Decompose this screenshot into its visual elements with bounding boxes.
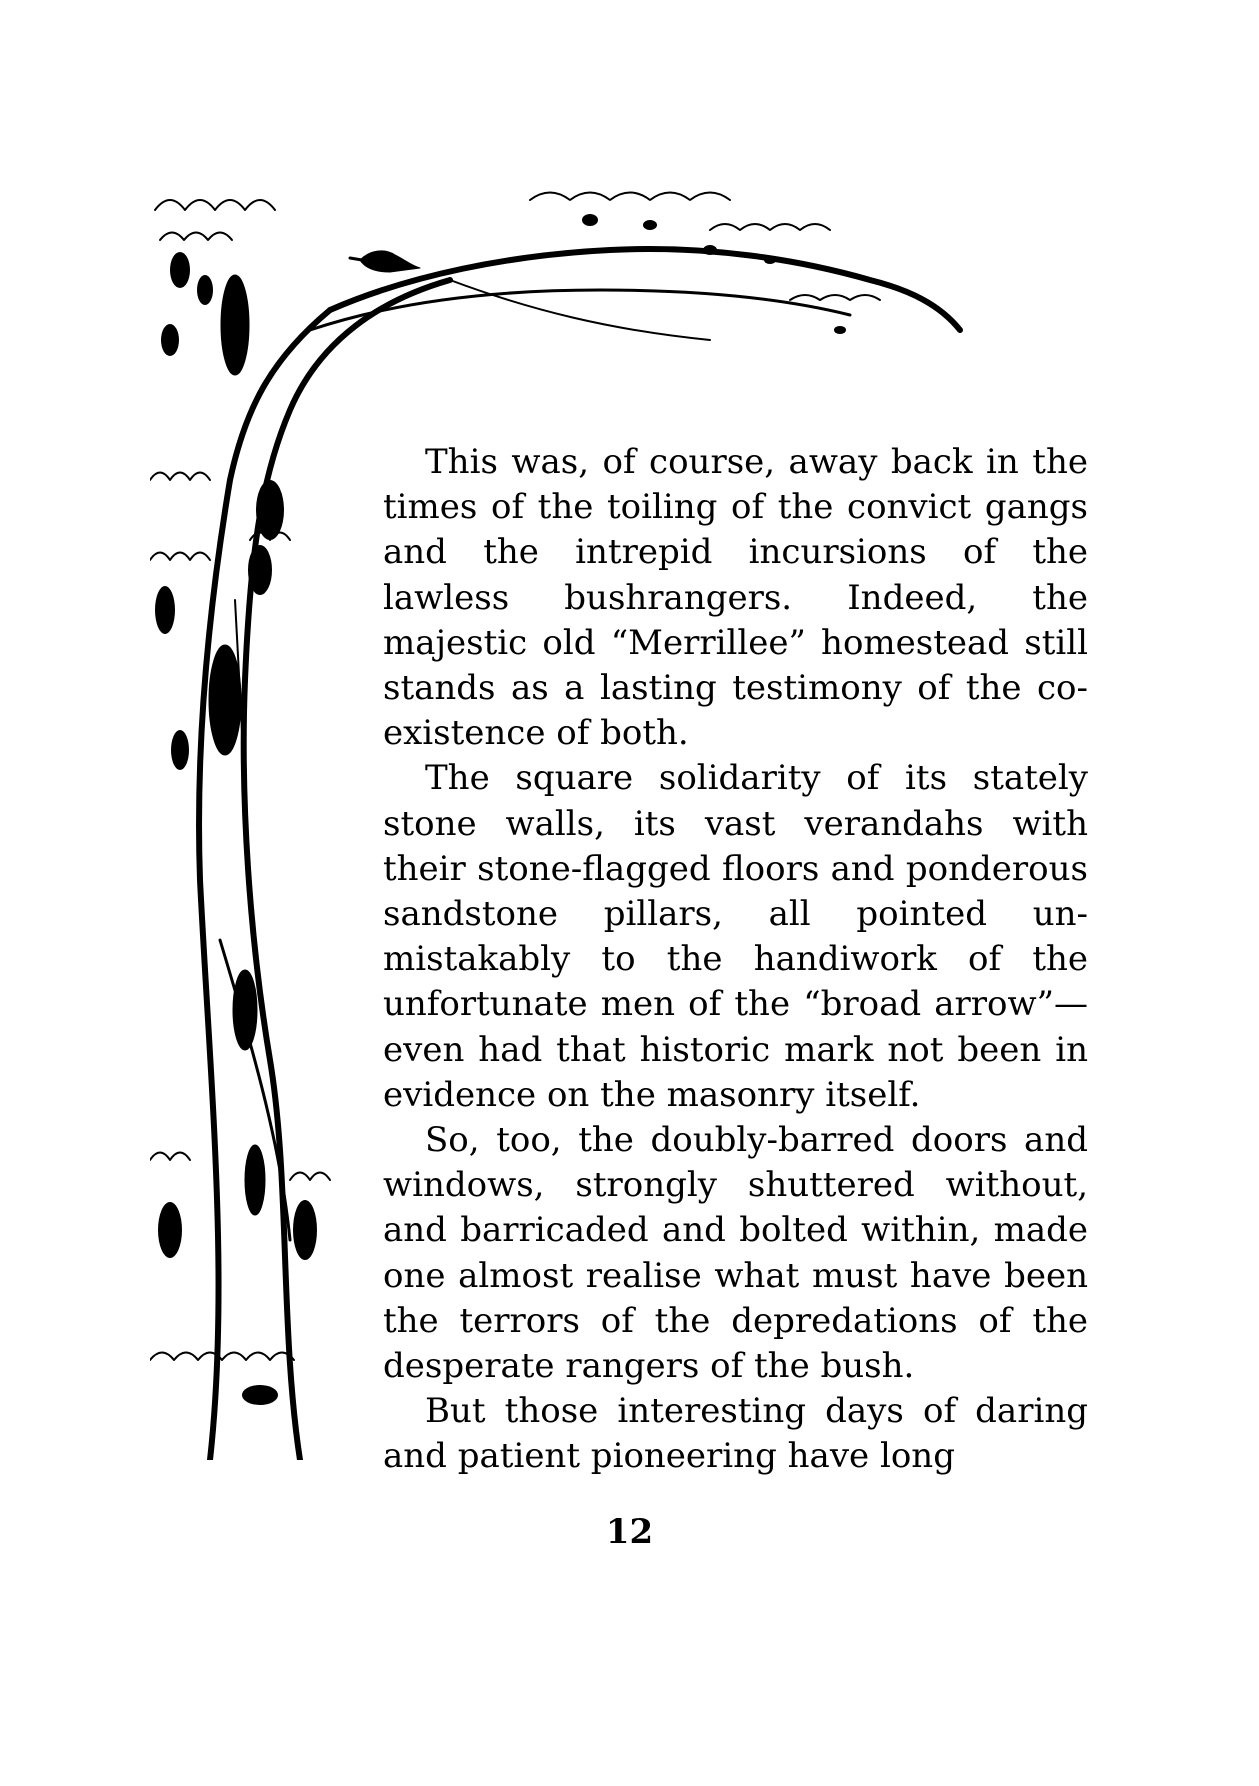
page-number: 12 [605,1512,654,1552]
paragraph: So, too, the doubly-barred doors and windows, strongly shuttered without, and barricaded and bolted within, made one almost realise what must have been the terrors of the depredations of the desperate rangers of the bush. [383,1120,1088,1387]
paragraph: But those interesting days of daring and patient pioneering have long [383,1391,1088,1477]
body-text [383,440,1088,1480]
paragraph: This was, of course, away back in the times of the toiling of the convict gangs and the intrepid incursions of the lawless bushrangers. Indeed, the majestic old “Merrillee” homestead still stands as a lasting testimony of the co-existence of both. [383,442,1088,754]
paragraph: The square solidarity of its stately stone walls, its vast verandahs with their stone-flagged floors and ponderous sandstone pillars, all pointed unmistakably to the handiwork of the unfortunate men of the “broad arrow”—even had that historic mark not been in evidence on the masonry itself. [383,758,1088,1115]
